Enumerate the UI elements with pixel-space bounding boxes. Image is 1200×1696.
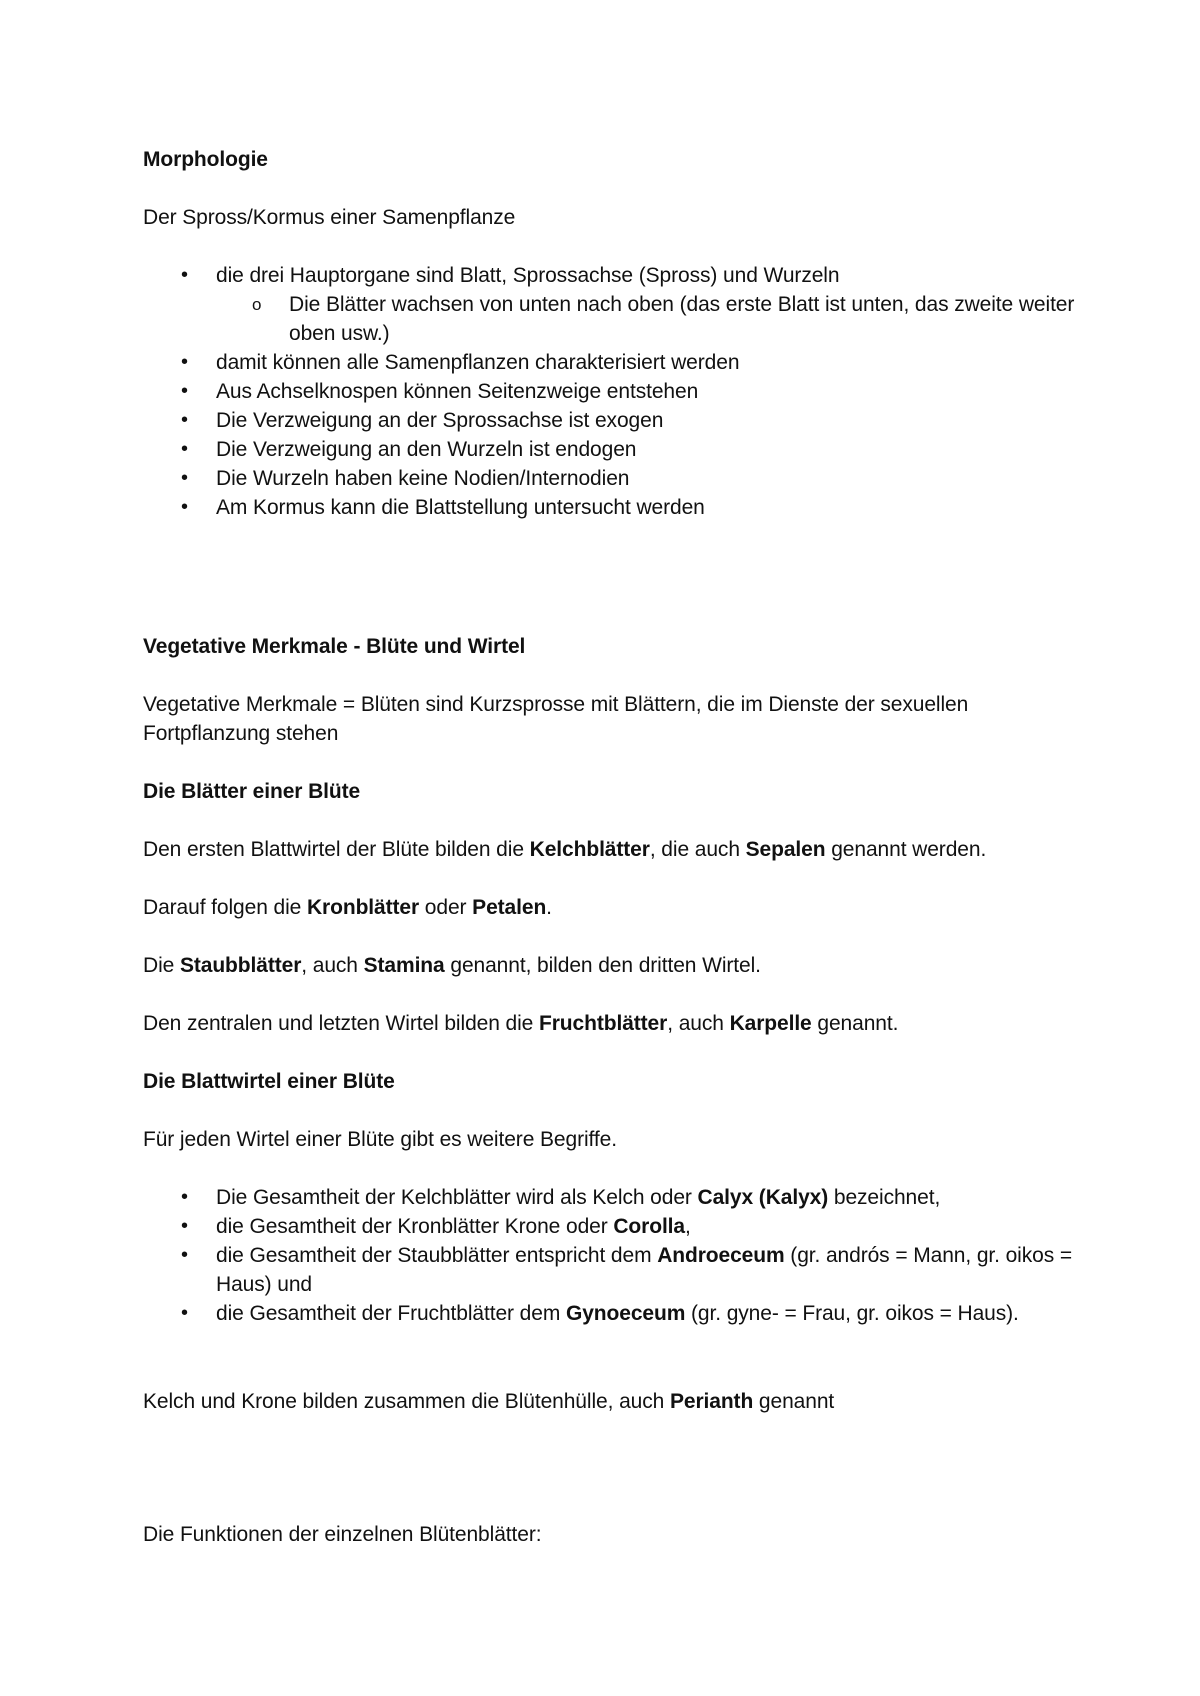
text-run: , xyxy=(685,1215,691,1238)
text-run: Kelch und Krone bilden zusammen die Blütenhülle, auch xyxy=(143,1390,670,1413)
text-run: Darauf folgen die xyxy=(143,896,307,919)
paragraph-vegetative-merkmale: Vegetative Merkmale = Blüten sind Kurzsprosse mit Blättern, die im Dienste der sexuellen Fortpflanzung stehen xyxy=(143,693,969,745)
text-run: Die xyxy=(143,954,180,977)
term-petalen: Petalen xyxy=(472,896,547,919)
text-run: genannt xyxy=(753,1390,835,1413)
text-run: genannt, bilden den dritten Wirtel. xyxy=(444,954,761,977)
term-fruchtblaetter: Fruchtblätter xyxy=(539,1012,668,1035)
bullet-icon: • xyxy=(181,467,188,489)
list-item xyxy=(143,348,1083,377)
list-item-text: Am Kormus kann die Blattstellung untersucht werden xyxy=(216,496,705,519)
heading-blaetter-bluete: Die Blätter einer Blüte xyxy=(143,780,361,803)
list-item-text: Die Wurzeln haben keine Nodien/Internodien xyxy=(216,467,630,490)
list-item xyxy=(143,1212,1083,1241)
bullet-icon: • xyxy=(181,1302,188,1324)
paragraph-kronblaetter xyxy=(143,893,1083,922)
term-kelchblaetter: Kelchblätter xyxy=(529,838,650,861)
text-run: , auch xyxy=(301,954,364,977)
sub-list-item-text: Die Blätter wachsen von unten nach oben (das erste Blatt ist unten, das zweite weiter oben usw.) xyxy=(289,293,1075,345)
term-calyx: Calyx (Kalyx) xyxy=(697,1186,829,1209)
list-item-text: damit können alle Samenpflanzen charakterisiert werden xyxy=(216,351,740,374)
list-item xyxy=(143,261,1083,348)
text-run: genannt. xyxy=(811,1012,899,1035)
term-corolla: Corolla xyxy=(613,1215,686,1238)
list-item xyxy=(143,493,1083,522)
list-item-text: die drei Hauptorgane sind Blatt, Sprossachse (Spross) und Wurzeln xyxy=(216,264,840,287)
term-gynoeceum: Gynoeceum xyxy=(565,1302,686,1325)
list-item-text: Die Verzweigung an den Wurzeln ist endogen xyxy=(216,438,637,461)
list-item-text: Aus Achselknospen können Seitenzweige entstehen xyxy=(216,380,699,403)
term-karpelle: Karpelle xyxy=(729,1012,812,1035)
list-item-text: Die Verzweigung an der Sprossachse ist exogen xyxy=(216,409,664,432)
text-run: (gr. gyne- = Frau, gr. oikos = Haus). xyxy=(685,1302,1019,1325)
list-item xyxy=(143,1299,1083,1328)
term-perianth: Perianth xyxy=(669,1390,754,1413)
term-androeceum: Androeceum xyxy=(657,1244,785,1267)
list-item xyxy=(143,1241,1083,1299)
intro-spross: Der Spross/Kormus einer Samenpflanze xyxy=(143,206,516,229)
bullet-icon: • xyxy=(181,496,188,518)
heading-vegetative-merkmale: Vegetative Merkmale - Blüte und Wirtel xyxy=(143,635,526,658)
text-run: die Gesamtheit der Fruchtblätter dem xyxy=(216,1302,566,1325)
term-kronblaetter: Kronblätter xyxy=(306,896,420,919)
paragraph-staubblaetter xyxy=(143,951,1083,980)
term-sepalen: Sepalen xyxy=(745,838,826,861)
bullet-icon: • xyxy=(181,380,188,402)
sub-bullet-icon: o xyxy=(252,295,262,314)
text-run: die Gesamtheit der Staubblätter entspricht dem xyxy=(216,1244,658,1267)
list-item xyxy=(143,464,1083,493)
term-stamina: Stamina xyxy=(363,954,445,977)
text-run: bezeichnet, xyxy=(828,1186,941,1209)
bullet-list-wirtel xyxy=(143,1183,1083,1328)
bullet-icon: • xyxy=(181,351,188,373)
text-run: Den zentralen und letzten Wirtel bilden die xyxy=(143,1012,539,1035)
text-run: die Gesamtheit der Kronblätter Krone oder xyxy=(216,1215,614,1238)
paragraph-fruchtblaetter xyxy=(143,1009,1083,1038)
text-run: genannt werden. xyxy=(825,838,987,861)
text-run: . xyxy=(546,896,552,919)
bullet-icon: • xyxy=(181,264,188,286)
text-run: (gr. andrós = Mann, gr. oikos = Haus) und xyxy=(216,1244,1073,1296)
bullet-icon: • xyxy=(181,1244,188,1266)
text-run: , die auch xyxy=(649,838,746,861)
sub-list-item xyxy=(216,290,1083,348)
bullet-icon: • xyxy=(181,438,188,460)
list-item xyxy=(143,377,1083,406)
bullet-icon: • xyxy=(181,1215,188,1237)
bullet-icon: • xyxy=(181,409,188,431)
paragraph-wirtel-begriffe: Für jeden Wirtel einer Blüte gibt es weitere Begriffe. xyxy=(143,1128,617,1151)
paragraph-kelchblaetter xyxy=(143,835,1083,864)
list-item xyxy=(143,435,1083,464)
text-run: , auch xyxy=(667,1012,730,1035)
paragraph-perianth xyxy=(143,1387,1083,1416)
term-staubblaetter: Staubblätter xyxy=(179,954,302,977)
heading-morphologie: Morphologie xyxy=(143,148,268,171)
text-run: oder xyxy=(419,896,473,919)
list-item xyxy=(143,406,1083,435)
bullet-list-morphologie xyxy=(143,261,1083,522)
paragraph-funktionen: Die Funktionen der einzelnen Blütenblätter: xyxy=(143,1523,542,1546)
text-run: Den ersten Blattwirtel der Blüte bilden die xyxy=(143,838,530,861)
list-item xyxy=(143,1183,1083,1212)
text-run: Die Gesamtheit der Kelchblätter wird als Kelch oder xyxy=(216,1186,698,1209)
bullet-icon: • xyxy=(181,1186,188,1208)
heading-blattwirtel-bluete: Die Blattwirtel einer Blüte xyxy=(143,1070,395,1093)
